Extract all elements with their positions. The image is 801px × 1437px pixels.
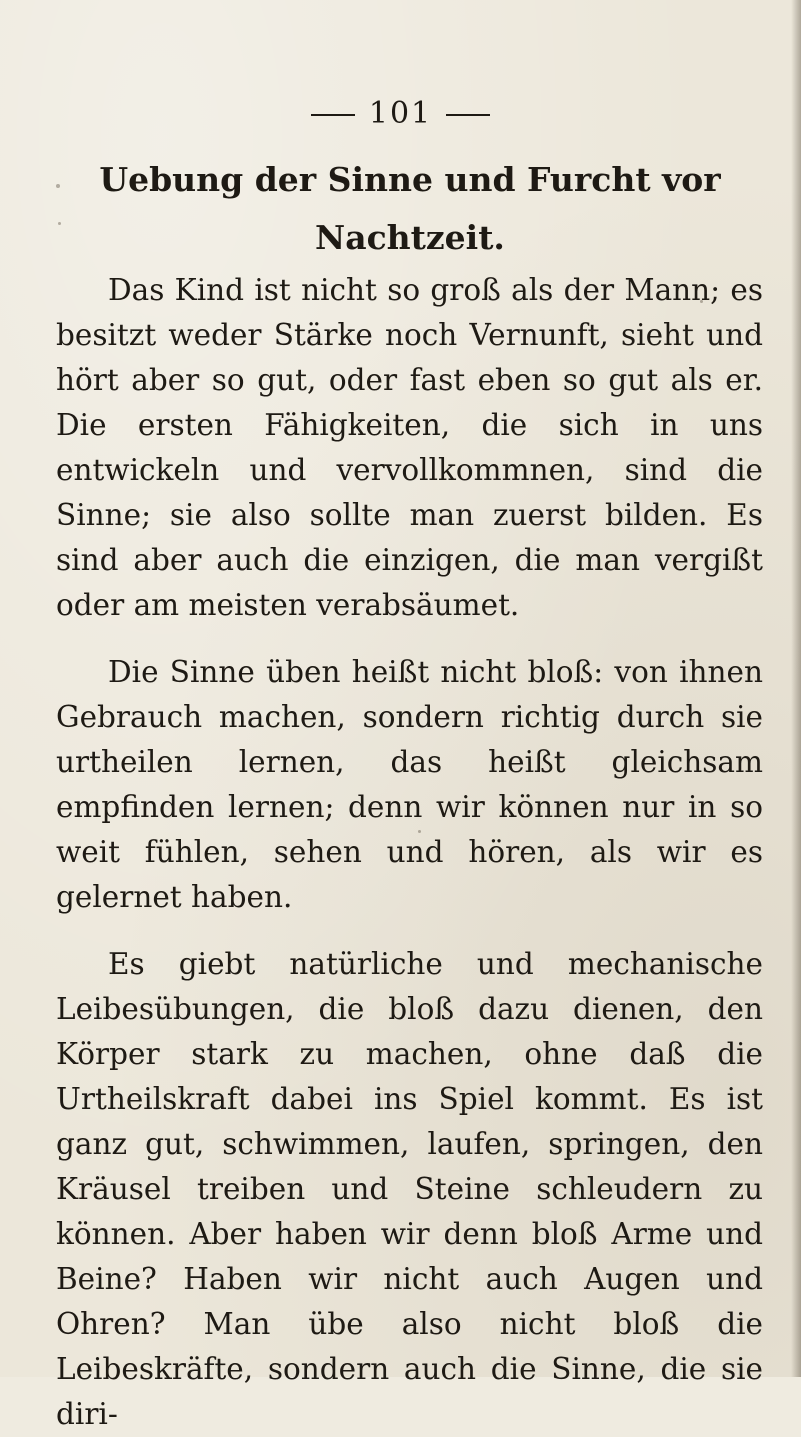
paragraph-3: Es giebt natürliche und mechanische Leibesübungen, die bloß dazu dienen, den Körper stark zu machen, ohne daß die Urtheilskraft dabei ins Spiel kommt. Es ist ganz gut, schwimmen, laufen, springen, den Kräusel treiben und Steine schleudern zu können. Aber haben wir denn bloß Arme und Beine? Haben wir nicht auch Augen und Ohren? Man übe also nicht bloß die Leibeskräfte, sondern auch die Sinne, die sie diri- <box>56 947 763 1431</box>
page-edge-shadow <box>791 0 801 1377</box>
paper-speck <box>58 222 61 225</box>
body-text <box>56 268 763 1437</box>
header-dash-left <box>311 114 355 116</box>
paper-speck <box>418 830 421 833</box>
page-number: 101 <box>368 96 433 131</box>
paragraph-1: Das Kind ist nicht so groß als der Mann; es besitzt weder Stärke noch Vernunft, sieht und hört aber so gut, oder fast eben so gut als er. Die ersten Fähigkeiten, die sich in uns entwickeln und vervollkommnen, sind die Sinne; sie also sollte man zuerst bilden. Es sind aber auch die einzigen, die man vergißt oder am meisten verabsäumet. <box>56 273 763 622</box>
paper-speck <box>56 184 60 188</box>
header-dash-right <box>446 114 490 116</box>
paragraph-2: Die Sinne üben heißt nicht bloß: von ihnen Gebrauch machen, sondern richtig durch sie urtheilen lernen, das heißt gleichsam empfinden lernen; denn wir können nur in so weit fühlen, sehen und hören, als wir es gelernet haben. <box>56 655 763 914</box>
paper-speck <box>700 300 703 303</box>
page-header <box>0 96 801 131</box>
section-title-line2: Nachtzeit. <box>315 218 505 257</box>
section-title-line1: Uebung der Sinne und Furcht vor <box>99 160 721 199</box>
